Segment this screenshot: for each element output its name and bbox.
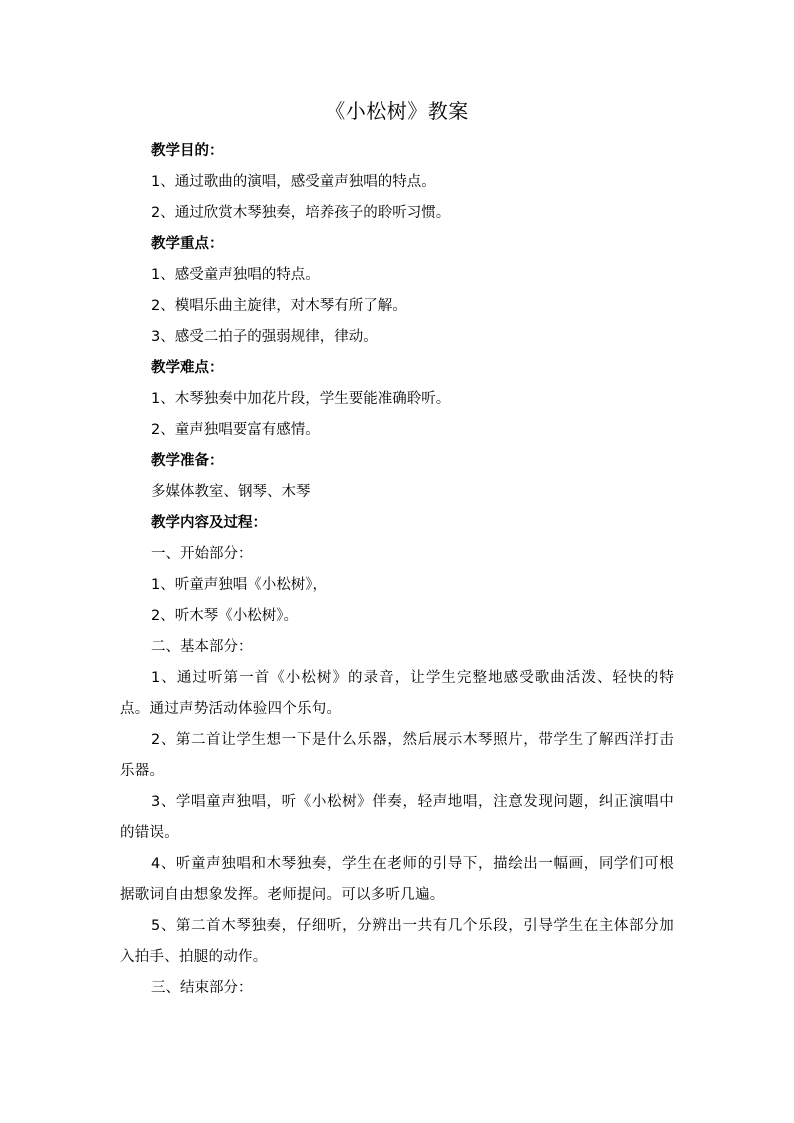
key-point-item: 1、感受童声独唱的特点。 <box>151 267 320 283</box>
goal-item: 2、通过欣赏木琴独奏，培养孩子的聆听习惯。 <box>151 205 451 221</box>
key-point-item: 2、模唱乐曲主旋律，对木琴有所了解。 <box>151 298 407 314</box>
goals-heading: 教学目的： <box>151 143 224 159</box>
part2-heading: 二、基本部分： <box>151 639 253 655</box>
process-heading: 教学内容及过程： <box>151 515 267 531</box>
preparation-text: 多媒体教室、钢琴、木琴 <box>151 484 311 500</box>
part2-paragraph: 1、通过听第一首《小松树》的录音，让学生完整地感受歌曲活泼、轻快的特点。通过声势活动体验四个乐句。 <box>120 670 674 717</box>
part2-paragraph: 2、第二首让学生想一下是什么乐器，然后展示木琴照片，带学生了解西洋打击乐器。 <box>120 732 674 779</box>
difficulty-item: 1、木琴独奏中加花片段，学生要能准确聆听。 <box>151 391 451 407</box>
part2-paragraph: 5、第二首木琴独奏，仔细听，分辨出一共有几个乐段，引导学生在主体部分加入拍手、拍腿的动作。 <box>120 918 674 965</box>
document-body <box>120 136 674 1004</box>
difficulty-item: 2、童声独唱要富有感情。 <box>151 422 320 438</box>
part2-paragraph: 4、听童声独唱和木琴独奏，学生在老师的引导下，描绘出一幅画，同学们可根据歌词自由想象发挥。老师提问。可以多听几遍。 <box>120 856 674 903</box>
page-title: 《小松树》教案 <box>325 99 469 123</box>
difficulties-heading: 教学难点： <box>151 360 224 376</box>
key-points-heading: 教学重点： <box>151 236 224 252</box>
preparation-heading: 教学准备： <box>151 453 224 469</box>
part1-heading: 一、开始部分： <box>151 546 253 562</box>
part3-heading: 三、结束部分： <box>151 980 253 996</box>
goal-item: 1、通过歌曲的演唱，感受童声独唱的特点。 <box>151 174 436 190</box>
part1-item: 2、听木琴《小松树》。 <box>151 608 298 624</box>
key-point-item: 3、感受二拍子的强弱规律，律动。 <box>151 329 378 345</box>
part1-item: 1、听童声独唱《小松树》， <box>151 577 327 593</box>
part2-paragraph: 3、学唱童声独唱，听《小松树》伴奏，轻声地唱，注意发现问题，纠正演唱中的错误。 <box>120 794 674 841</box>
